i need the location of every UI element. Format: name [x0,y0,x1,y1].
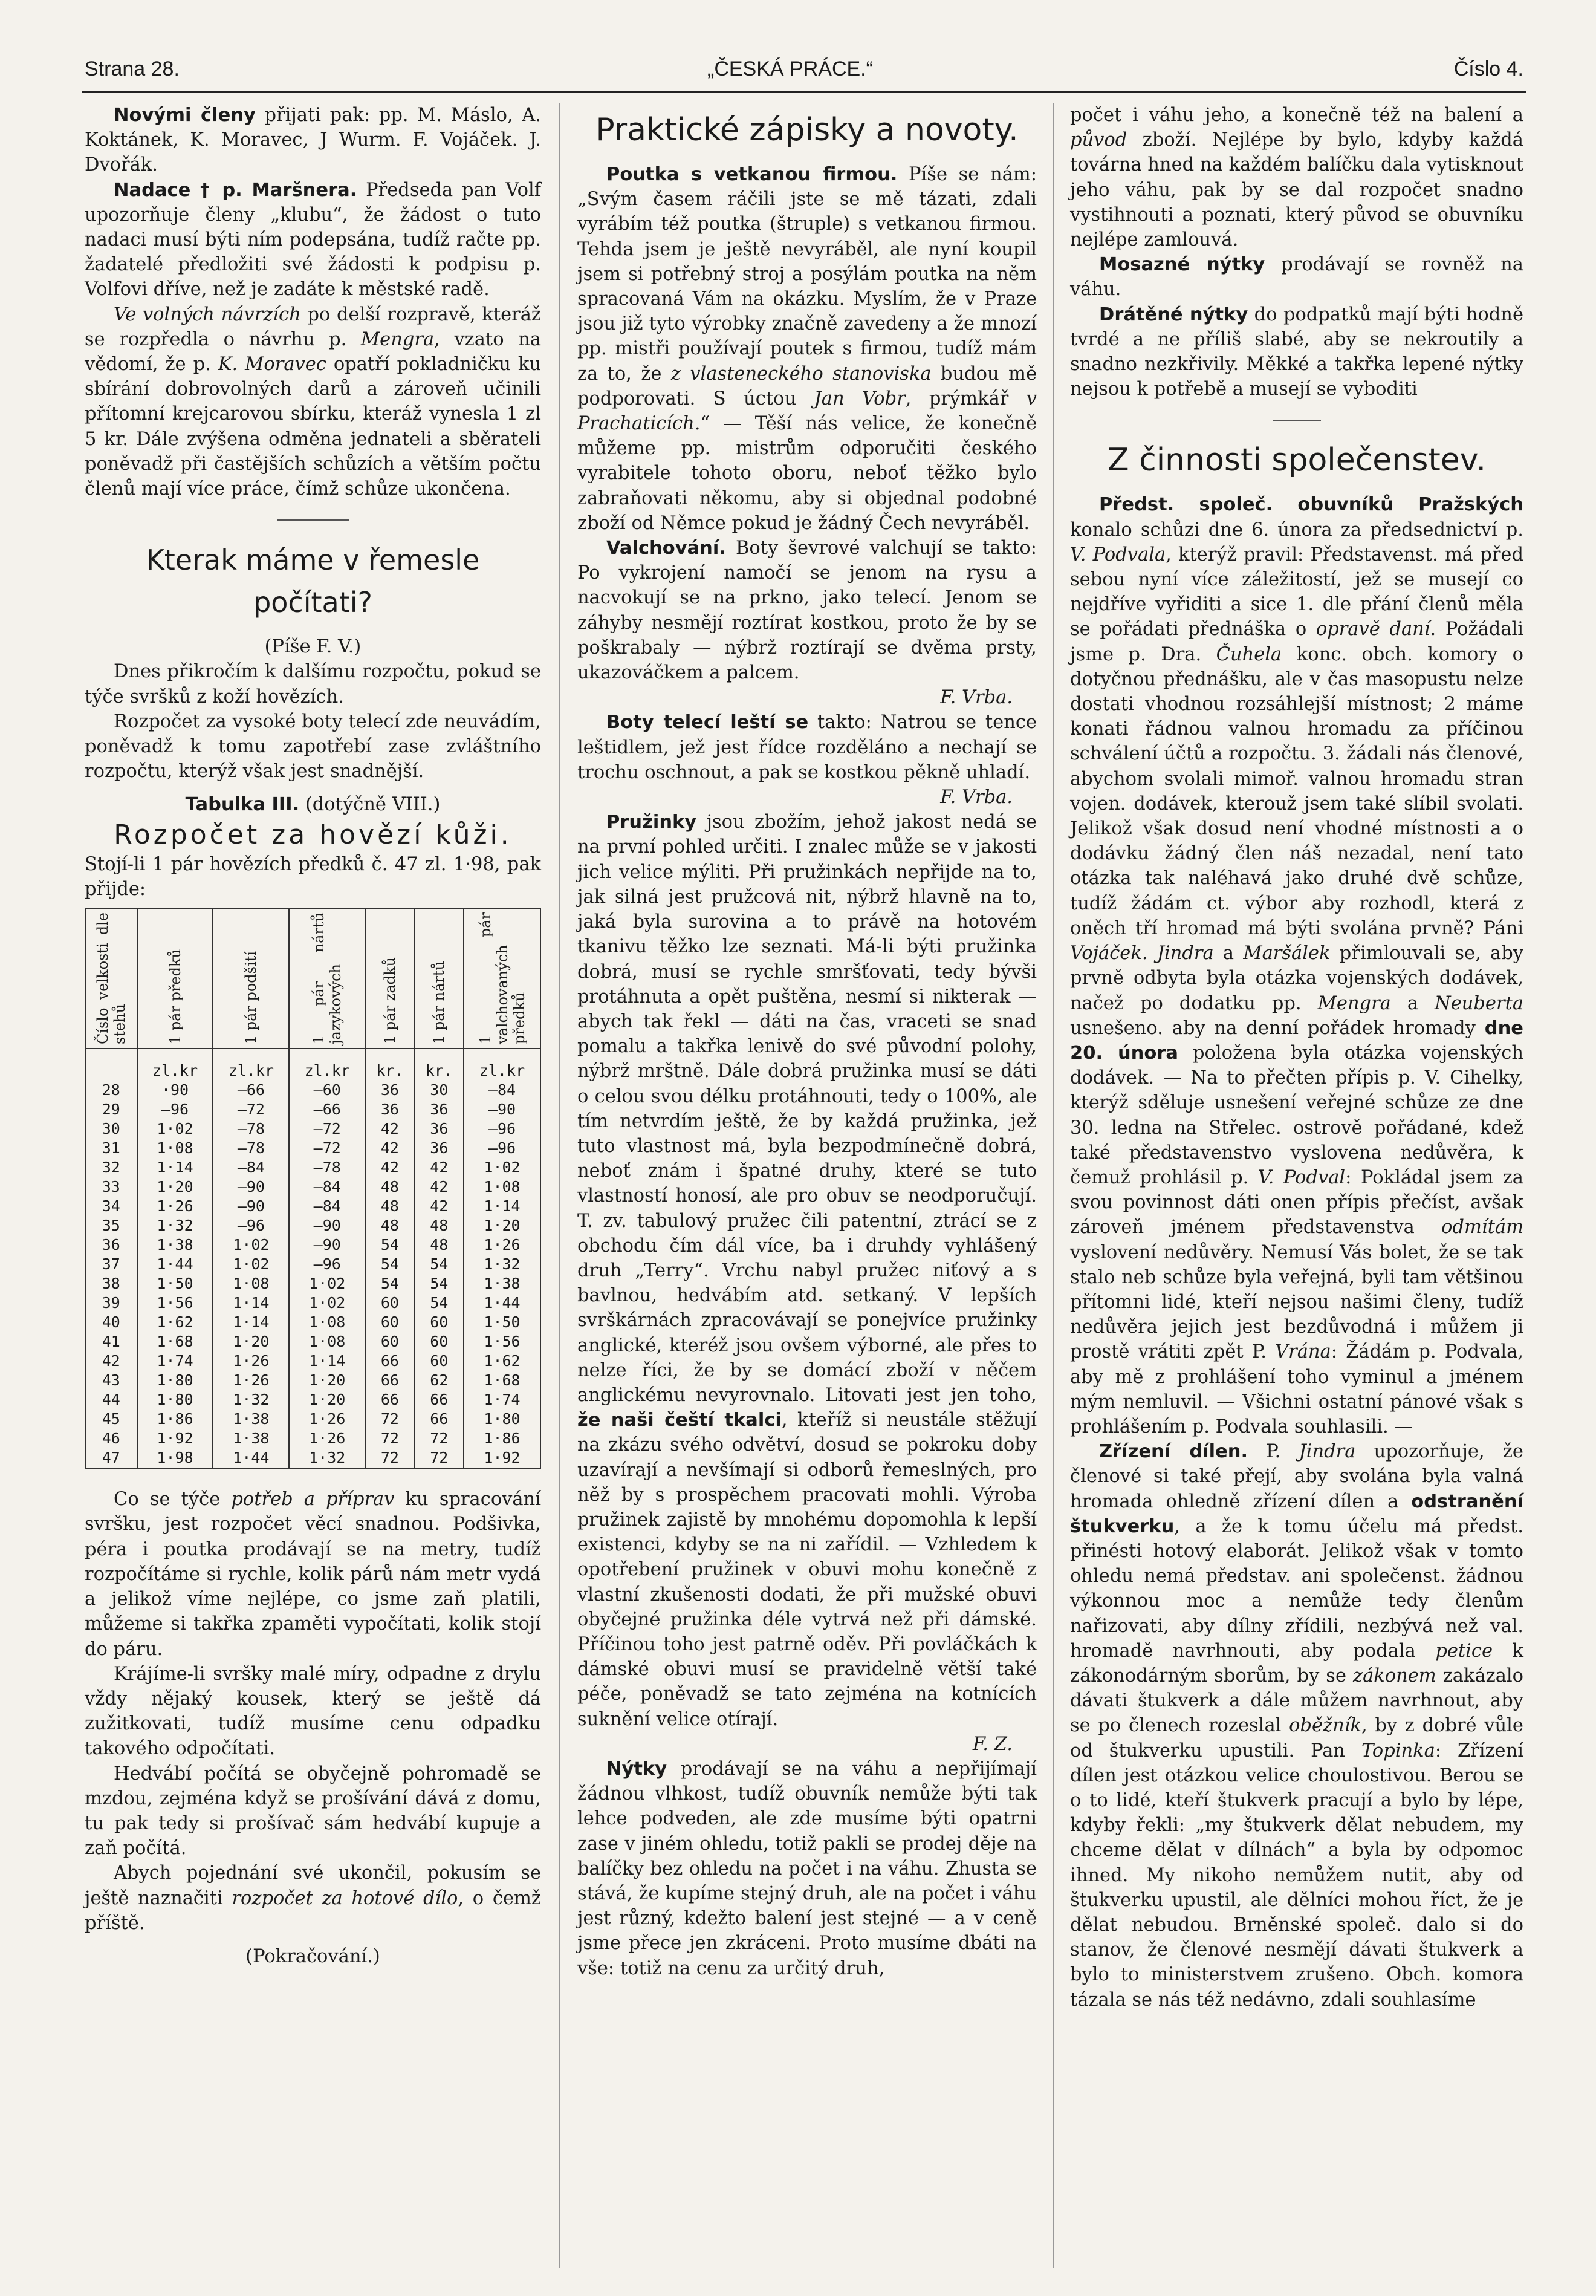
table-row [85,1119,540,1139]
table-cell: 38 [85,1274,137,1293]
table-header: 1 pár předků [137,908,213,1049]
column-divider [1053,103,1054,2268]
table-cell: 1·80 [464,1410,540,1429]
table-cell: 1·80 [137,1390,213,1410]
table-cell: 72 [415,1429,464,1448]
table-cell: 36 [365,1081,414,1100]
table-cell: 1·38 [213,1429,289,1448]
table-row [85,1410,540,1429]
page-header [85,57,1523,94]
table-cell: 1·68 [137,1332,213,1351]
paragraph-workshops: Zřízení dílen. P. Jindra upozorňuje, že členové si také přejí, aby svolána byla valná hromada ohledně zřízení dílen a odstranění štukverku, a že k tomu účelu má předst. přinésti hotový elaborát. Jelikož však v tomto ohledu nemá představ. ani společenst. žádnou výkonnou moc a nemůže tedy členům nařizovati, aby dílny zřídili, nezbývá než val. hromadě navrhnouti, aby podala petice k zákonodárným sborům, by se zákonem zakázalo dávati štukverk a dále můžem navrhnout, aby se po členech rozeslal oběžník, by z dobré vůle od štukverku upustili. Pan Topinka: Zřízení dílen jest otázkou velice choulostivou. Berou se o to lidé, kteří štukverk pracují a bylo by lépe, kdyby řekli: „my štukverk dělat nebudem, my chceme dělat v dílnách“ a byla by odpomoc ihned. My nikoho nemůžem nutit, aby od štukverku upustil, ale dělníci mohou říct, že je dělat nebudou. Brněnské společ. dalo si do stanov, že členové nesmějí dávati štukverk a bylo to ministerstvem zrušeno. Obch. komora tázala se nás též nedávno, zdali souhlasíme [1070,1441,1523,2011]
table-cell: 31 [85,1139,137,1158]
table-cell: zl.kr [464,1049,540,1081]
table-cell: 30 [85,1119,137,1139]
table-cell: 33 [85,1177,137,1197]
table-cell: 1·14 [213,1293,289,1313]
paragraph-rivets: Nýtky prodávají se na váhu a nepřijímají žádnou vlhkost, tudíž obuvník nemůže býti tak lehce podveden, ale zde musíme býti opatrni zase v jiném ohledu, totiž pakli se prodej děje na balíčky bez ohledu na počet i na váhu. Zhusta se stává, že kupíme stejný druh, ale na počet i váhu jest různý, kdežto balení jest stejné — a v ceně jsme přece jen zkráceni. Proto musíme dbáti na vše: totiž na cenu za určitý druh, [577,1758,1037,1979]
table-cell: 54 [415,1274,464,1293]
table-cell: 66 [365,1371,414,1390]
table-row [85,1081,540,1100]
table-cell: 44 [85,1390,137,1410]
table-heading: Rozpočet za hovězí kůži. [114,819,512,850]
table-cell: 32 [85,1158,137,1177]
table-cell: 60 [365,1313,414,1332]
table-cell: 42 [365,1158,414,1177]
table-cell: kr. [365,1049,414,1081]
table-cell: 1·44 [213,1448,289,1468]
table-cell: 1·14 [137,1158,213,1177]
table-cell: —96 [213,1216,289,1235]
table-row [85,1371,540,1390]
section-divider [1273,420,1321,421]
table-header: 1 pár nártů jazykových [289,908,365,1049]
table-cell: 37 [85,1255,137,1274]
table-cell: 42 [415,1197,464,1216]
table-cell: 60 [415,1313,464,1332]
table-cell: 36 [415,1100,464,1119]
table-row [85,1177,540,1197]
paragraph: Stojí-li 1 pár hovězích předků č. 47 zl. 1·98, pak přijde: [85,853,541,900]
paragraph-free-proposals: Ve volných návrzích po delší rozpravě, kteráž se rozpředla o návrhu p. Mengra, vzato na vědomí, že p. K. Moravec opatří pokladničku ku sbírání dobrovolných darů a zároveň učinili přítomní krejcarovou sbírku, kteráž vynesla 1 zl 5 kr. Dále zvýšena odměna jednateli a sběrateli poněvadž při častějších schůzích a větším počtu členů mají více práce, čímž schůze ukončena. [85,304,541,500]
table-cell: 1·38 [137,1235,213,1255]
table-cell: 72 [365,1448,414,1468]
table-cell: 66 [415,1390,464,1410]
table-cell: 60 [365,1293,414,1313]
byline: (Píše F. V.) [264,636,362,658]
table-cell: —66 [289,1100,365,1119]
table-cell: 1·62 [464,1351,540,1371]
table-cell: —84 [289,1197,365,1216]
table-cell: 1·56 [464,1332,540,1351]
table-cell: —90 [289,1235,365,1255]
table-row [85,1390,540,1410]
table-row [85,1293,540,1313]
table-cell: 1·32 [213,1390,289,1410]
table-cell: 35 [85,1216,137,1235]
table-header: 1 pár valchovaných předků [464,908,540,1049]
table-row [85,1448,540,1468]
table-cell: 54 [365,1235,414,1255]
table-cell: 46 [85,1429,137,1448]
table-cell: 48 [415,1235,464,1255]
paragraph: Abych pojednání své ukončil, pokusím se ještě naznačiti rozpočet za hotové dílo, o čemž příště. [85,1862,541,1934]
paragraph: počet i váhu jeho, a konečně též na balení a původ zboží. Nejlépe by bylo, kdyby každá továrna hned na každém balíčku dala vytisknout jeho váhu, pak by se dal rozpočet snadno vystihnouti a poznati, který původ se obuvníku nejlépe zamlouvá. [1070,105,1523,251]
table-cell: 66 [415,1410,464,1429]
table-cell: 1·20 [289,1390,365,1410]
table-header: 1 pár podšití [213,908,289,1049]
table-cell: 45 [85,1410,137,1429]
table-caption: Tabulka III. (dotýčně VIII.) [185,794,441,816]
paragraph: Hedvábí počítá se obyčejně pohromadě se mzdou, zejména když se prošívání dává z domu, tu pak tedy si prošívač sám hedvábí kupuje a zaň počítá. [85,1763,541,1859]
table-cell: 1·26 [137,1197,213,1216]
paragraph-foundation: Nadace † p. Maršnera. Předseda pan Volf upozorňuje členy „klubu“, že žádost o tuto nadaci musí býti ním podepsána, tudíž račte pp. žadatelé předložiti své žádosti k podpisu p. Volfovi dříve, než je zadáte k městské radě. [85,179,541,301]
table-cell: 1·02 [213,1255,289,1274]
table-cell: 1·86 [137,1410,213,1429]
table-cell: 1·26 [213,1371,289,1390]
table-row [85,1351,540,1371]
table-cell: 36 [415,1139,464,1158]
table-cell: 1·26 [289,1410,365,1429]
table-cell: —96 [464,1139,540,1158]
paragraph-brass-rivets: Mosazné nýtky prodávají se rovněž na váhu. [1070,254,1523,301]
page-number: Strana 28. [85,57,180,80]
table-cell: 28 [85,1081,137,1100]
table-cell: 48 [415,1216,464,1235]
table-cell: 30 [415,1081,464,1100]
table-cell: 1·32 [289,1448,365,1468]
paragraph-fulling: Valchování. Boty ševrové valchují se takto: Po vykrojení namočí se jenom na rysu a nacvokují se na prkno, jako telecí. Jenom se záhyby nesmějí roztírat kostkou, proto že by se poškrabaly — nýbrž roztírají se dvěma prsty, ukazováčkem a palcem. [577,538,1037,684]
table-cell: —60 [289,1081,365,1100]
table-cell: 1·26 [464,1235,540,1255]
table-cell: —72 [289,1119,365,1139]
table-body [85,1049,540,1468]
table-cell: 1·20 [213,1332,289,1351]
table-cell: 1·44 [137,1255,213,1274]
table-cell: 1·62 [137,1313,213,1332]
table-cell: —96 [464,1119,540,1139]
table-cell: ·90 [137,1081,213,1100]
table-cell: —66 [213,1081,289,1100]
table-cell: 36 [415,1119,464,1139]
table-header: 1 pár zadků [365,908,414,1049]
table-cell: 42 [365,1119,414,1139]
table-cell: 1·74 [137,1351,213,1371]
article-heading: Z činnosti společenstev. [1107,442,1486,479]
paragraph: Krájíme-li svršky malé míry, odpadne z drylu vždy nějaký kousek, který se ještě dá zužitkovati, tudíž musíme cenu odpadku takového odpočítati. [85,1663,541,1760]
table-cell: 60 [365,1332,414,1351]
table-cell: 36 [85,1235,137,1255]
table-cell: —84 [464,1081,540,1100]
column-right [1070,103,1523,2012]
table-header: Číslo velkosti dle stehů [85,908,137,1049]
table-cell: 1·02 [137,1119,213,1139]
table-cell: 1·92 [464,1448,540,1468]
article-heading: Praktické zápisky a novoty. [595,112,1019,148]
table-cell: 48 [365,1216,414,1235]
table-cell: 1·68 [464,1371,540,1390]
table-cell: 1·14 [464,1197,540,1216]
table-cell: 1·02 [289,1293,365,1313]
table-cell: 1·50 [137,1274,213,1293]
column-left [85,103,541,1969]
newspaper-title: „ČESKÁ PRÁCE.“ [707,57,873,80]
table-cell: 1·08 [289,1313,365,1332]
paragraph-wire-rivets: Drátěné nýtky do podpatků mají býti hodně tvrdé a ne příliš slabé, aby se nekroutily a snadno nezkřivily. Měkké a takřka lepené nýtky nejsou k potřebě a musejí se vyboditi [1070,304,1523,400]
table-cell: 54 [415,1293,464,1313]
table-cell: 60 [415,1332,464,1351]
table-cell: 1·14 [213,1313,289,1332]
table-cell: —72 [213,1100,289,1119]
section-divider [277,519,349,521]
table-cell: 54 [365,1274,414,1293]
paragraph-society-meeting: Předst. společ. obuvníků Pražských konalo schůzi dne 6. února za předsednictví p. V. Podvala, kterýž pravil: Představenst. má před sebou nyní více záležitostí, jež se musejí co nejdříve vyřiditi a sice 1. dle přání členů měla se pořádati přednáška o opravě daní. Požádali jsme p. Dra. Čuhela konc. obch. komory o dotyčnou přednášku, ale v čas masopustu nelze dostati vhodnou rozsáhlejší místnost; 2 máme konati řádnou valnou hromadu za příčinou schválení účtů a rozpočtu. 3. žádali nás členové, abychom svolali mimoř. valnou hromadu stran vojen. dodávek, kterouž jsem také slíbil svolati. Jelikož však dosud není vhodné místnosti a o dodávku žádný člen náš nezadal, není tato otázka tak naléhavá jako druhé dvě schůze, tudíž žádám ct. výbor aby rozhodl, která z oněch tří hromad má býti svolána prvně? Páni Vojáček. Jindra a Maršálek přimlouvali se, aby prvně odbyta byla otázka vojenských dodávek, načež po dodatku pp. Mengra a Neuberta usnešeno. aby na denní pořádek hromady dne 20. února položena byla otázka vojenských dodávek. — Na to přečten přípis p. V. Cihelky, kterýž sděluje usnešení veřejné schůze ze dne 30. ledna na Střelec. ostrově pořádané, kdež také představenstvo vyslovena nedůvěra, k čemuž prohlásil p. V. Podval: Pokládal jsem za svou povinnost dáti onen přípis přečíst, avšak zároveň jménem představenstva odmítám vyslovení nedůvěry. Nemusí Vás bolet, že se tak stalo neb schůze byla veřejná, byli tam většinou přítomni lidé, kteří nejsou našimi členy, tudíž nedůvěra jejich jest bezdůvodná i můžem ji prostě vrátiti zpět P. Vrána: Žádám p. Podvala, aby mě z prohlášení toho vyminul a jménem mým nemluvil. — Všichni ostatní pánové však s prohlášením p. Podvala souhlasili. — [1070,494,1524,1437]
table-cell: 1·98 [137,1448,213,1468]
table-row [85,1216,540,1235]
table-row [85,1197,540,1216]
paragraph-polishing: Boty telecí leští se takto: Natrou se tence leštidlem, jež jest řídce rozděláno a nechají se trochu oschnout, a pak se kostkou pěkně uhladí. [577,712,1037,783]
table-row [85,1429,540,1448]
table-row [85,1274,540,1293]
table-cell: 34 [85,1197,137,1216]
table-cell: —84 [213,1158,289,1177]
signature: F. Z. [972,1733,1013,1755]
table-cell: 1·86 [464,1429,540,1448]
price-table [85,908,541,1469]
table-cell: —90 [213,1197,289,1216]
table-cell: 1·50 [464,1313,540,1332]
paragraph: Rozpočet za vysoké boty telecí zde neuvádím, poněvadž k tomu zapotřebí zase zvláštního rozpočtu, kterýž však jest snadnější. [85,711,541,782]
table-cell: —78 [213,1119,289,1139]
paragraph: Dnes přikročím k dalšímu rozpočtu, pokud se týče svršků z koží hovězích. [85,661,541,707]
table-row [85,1255,540,1274]
table-cell: zl.kr [289,1049,365,1081]
table-cell: 60 [415,1351,464,1371]
table-cell: 1·38 [213,1410,289,1429]
table-cell: 40 [85,1313,137,1332]
table-cell: 1·14 [289,1351,365,1371]
table-cell: —90 [464,1100,540,1119]
table-cell: 1·26 [289,1429,365,1448]
table-cell: 41 [85,1332,137,1351]
table-cell: —72 [289,1139,365,1158]
table-cell: 1·80 [137,1371,213,1390]
table-cell: 1·44 [464,1293,540,1313]
table-cell: —78 [289,1158,365,1177]
table-cell: —96 [289,1255,365,1274]
table-cell: 62 [415,1371,464,1390]
table-row [85,1139,540,1158]
table-cell: 66 [365,1351,414,1371]
table-cell: 1·02 [464,1158,540,1177]
table-cell: —90 [289,1216,365,1235]
table-cell: 48 [365,1197,414,1216]
table-cell: 42 [415,1158,464,1177]
table-cell: 39 [85,1293,137,1313]
table-cell: 1·08 [464,1177,540,1197]
table-cell: 1·32 [464,1255,540,1274]
table-row [85,1100,540,1119]
table-cell: 43 [85,1371,137,1390]
table-cell: —78 [213,1139,289,1158]
table-cell: 1·56 [137,1293,213,1313]
table-cell: 1·08 [289,1332,365,1351]
table-cell: 66 [365,1390,414,1410]
table-cell: —96 [137,1100,213,1119]
table-cell: 47 [85,1448,137,1468]
article-heading: Kterak máme v řemesle počítati? [146,544,480,619]
table-cell: kr. [415,1049,464,1081]
table-cell: 1·08 [213,1274,289,1293]
table-cell: 1·26 [213,1351,289,1371]
column-divider [559,103,560,2268]
continued-note: (Pokračování.) [245,1945,380,1967]
table-cell: 42 [365,1139,414,1158]
table-cell: 1·08 [137,1139,213,1158]
table-cell: 48 [365,1177,414,1197]
table-cell: 1·20 [137,1177,213,1197]
table-cell [85,1049,137,1081]
table-cell: 72 [415,1448,464,1468]
paragraph-new-members: Novými členy přijati pak: pp. M. Máslo, A. Koktánek, K. Moravec, J Wurm. F. Vojáček. J. Dvořák. [85,105,541,176]
table-cell: 1·74 [464,1390,540,1410]
table-cell: 29 [85,1100,137,1119]
table-cell: 1·20 [289,1371,365,1390]
table-cell: zl.kr [137,1049,213,1081]
paragraph-elastics: Pružinky jsou zbožím, jehož jakost nedá se na první pohled určiti. I znalec může se v jakosti jich velice mýliti. Při pružinkách nepřijde na to, jak silná jest pružcová nit, nýbrž hlavně na to, jaká byla surovina a to právě na hotovém tkanivu těžko lze seznati. Má-li býti pružinka dobrá, musí se rychle smršťovati, tedy bývši protáhnuta a opět puštěna, nesmí si nikterak — abych tak řekl — dáti na čas, vraceti se snad pomalu a takřka lenivě do své původní polohy, nýbrž mrštně. Dále dobrá pružinka musí se dáti o celou svou délku protáhnouti, tedy o 100%, ale tím netvrdím ještě, že by každá pružinka, jež tuto vlastnost má, byla bezpodmínečně dobrá, neboť znám i špatné druhy, které se tuto vlastností honosí, ale pro obuv se neodporučují. T. zv. tabulový pružec čili patentní, ztrácí se z obchodu čím dál více, ba i druhdy vyhlášený druh „Terry“. Vrchu nabyl pružec niťový a s bavlnou, hedvábím atd. setkaný. V lepších svrškárnách zpracovávají se ponejvíce pružinky anglické, kteréž jsou ovšem výborné, ale přes to nelze říci, že by se domácí zboží v něčem anglickému nevyrovnalo. Litovati jest jen toho, že naši čeští tkalci, kteříž si neustále stěžují na zkázu svého odvětví, dosud se pokroku doby uzavírají a nevšímají si odborů řemeslných, pro něž by s prospěchem pracovati mohli. Výroba pružinek zajistě by mnohému dopomohla k lepší existenci, kdyby se na ni zařídil. — Vzhledem k opotřebení pružinek v obuvi mohu konečně z vlastní zkušenosti dodati, že při mužské obuvi obyčejné pružinka déle vytrvá než při dámské. Příčinou toho jest patrně oděv. Při povláčkách k dámské obuvi musí se pravidelně větší také péče, poněvadž se tato zejména na kotnících suknění velice otírají. [577,811,1037,1730]
table-cell: 42 [85,1351,137,1371]
table-cell: zl.kr [213,1049,289,1081]
signature: F. Vrba. [940,787,1013,808]
table-cell: 54 [415,1255,464,1274]
table-cell: 36 [365,1100,414,1119]
table-cell: 1·20 [464,1216,540,1235]
table-cell: 42 [415,1177,464,1197]
signature: F. Vrba. [940,687,1013,709]
column-middle [577,103,1037,1981]
table-cell: 1·92 [137,1429,213,1448]
table-cell: 1·38 [464,1274,540,1293]
table-row [85,1235,540,1255]
table-cell: 72 [365,1410,414,1429]
table-cell: 72 [365,1429,414,1448]
table-cell: 1·32 [137,1216,213,1235]
table-row [85,1313,540,1332]
table-cell: —84 [289,1177,365,1197]
table-header: 1 pár nártů [415,908,464,1049]
paragraph-loops: Poutka s vetkanou firmou. Píše se nám: „Svým časem ráčili jste se mě tázati, zdali vyrábím též poutka (štruple) s vetkanou firmou. Tehda jsem je ještě nevyráběl, ale nyní koupil jsem si potřebný stroj a posýlám poutka na něm spracovaná Vám na okázku. Myslím, že v Praze jsou již tyto výrobky značně zavedeny a že mnozí pp. mistři používají poutek s firmou, tudíž mám za to, že z vlasteneckého stanoviska budou mě podporovati. S úctou Jan Vobr, prýmkář v Prachaticích.“ — Těší nás velice, že konečně můžeme pp. mistrům odporučiti českého vyrabitele tohoto oboru, neboť těžko bylo zabraňovati někomu, aby si objednal podobné zboží od Němce pokud je žádný Čech nevyráběl. [577,164,1037,534]
table-row [85,1158,540,1177]
issue-number: Číslo 4. [1453,57,1523,80]
table-cell: 54 [365,1255,414,1274]
table-cell: 1·02 [289,1274,365,1293]
table-cell: 1·02 [213,1235,289,1255]
table-cell: —90 [213,1177,289,1197]
header-rule [82,91,1526,93]
paragraph: Co se týče potřeb a příprav ku spracování svršku, jest rozpočet věcí snadnou. Podšivka, péra i poutka prodávají se na metry, tudíž rozpočítáme si rychle, kolik párů nám metr vydá a jelikož víme nejlépe, co jsme zaň platili, můžeme si takřka zpaměti vypočítati, kolik stojí do páru. [85,1489,541,1660]
table-row [85,1332,540,1351]
table-row [85,1049,540,1081]
